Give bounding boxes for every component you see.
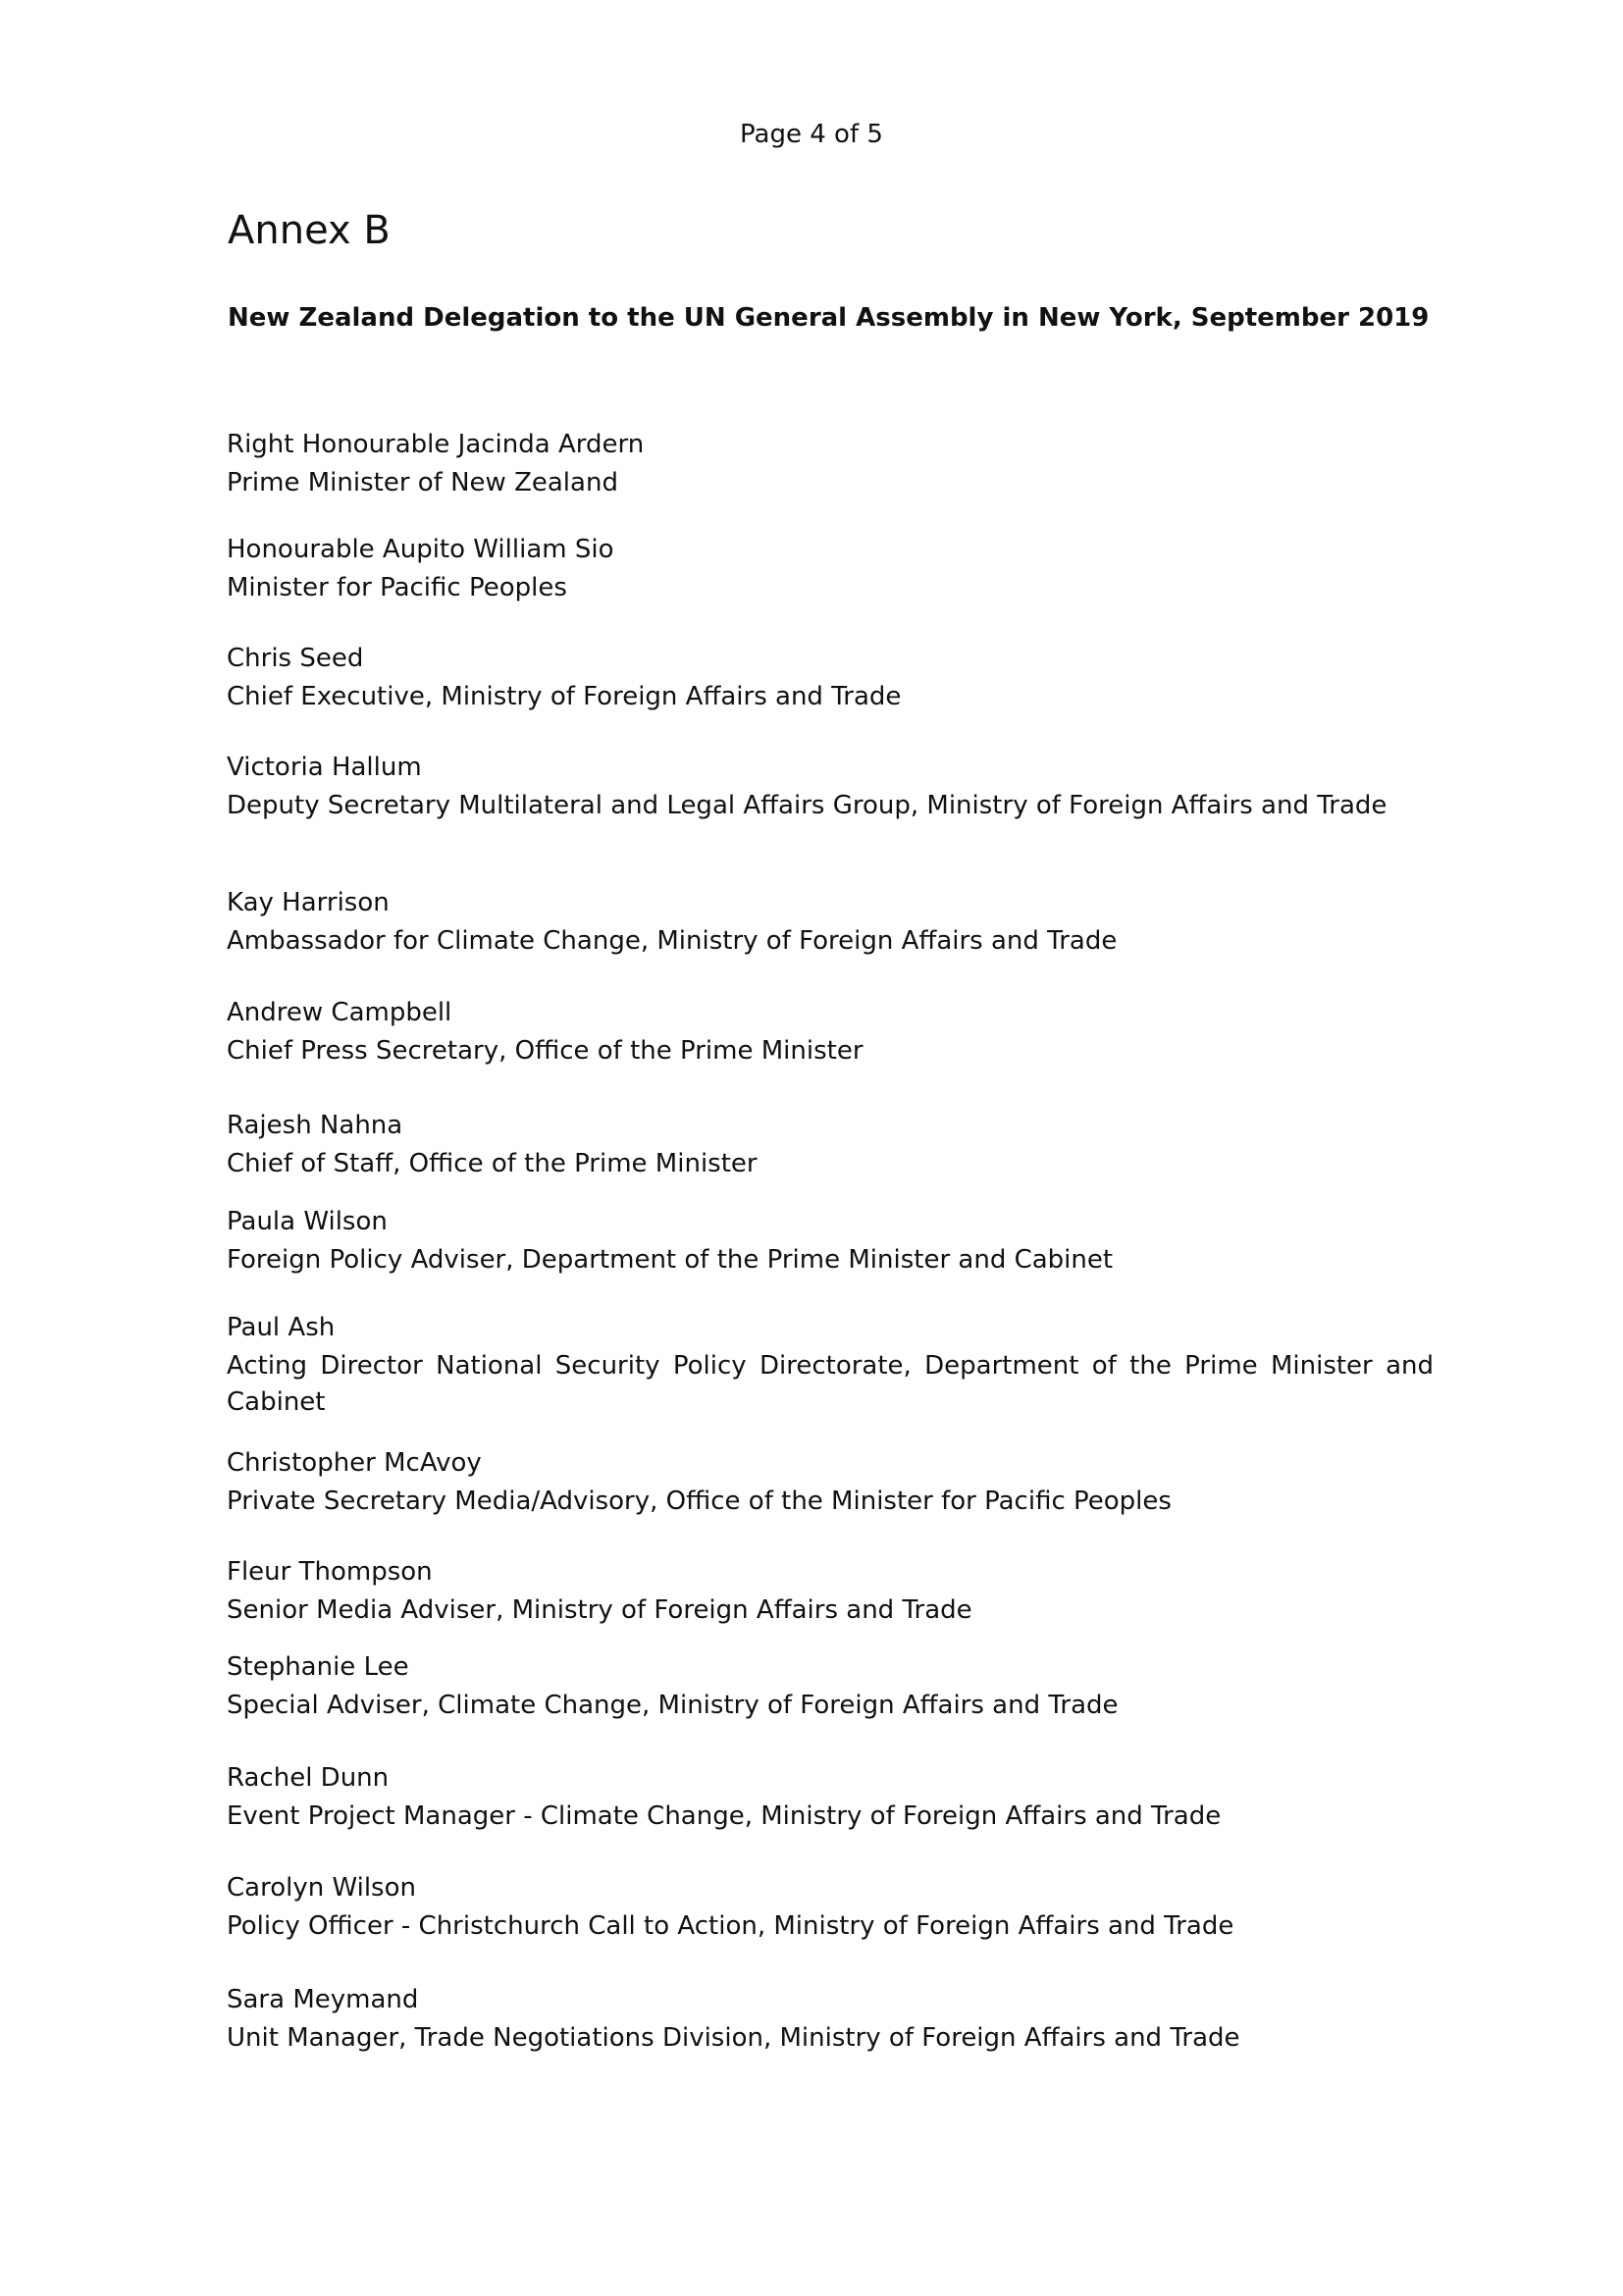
delegation-member — [227, 1442, 1434, 1520]
delegation-member — [227, 1646, 1434, 1724]
delegation-member — [227, 1867, 1434, 1945]
member-name: Kay Harrison — [227, 888, 390, 917]
member-role: Senior Media Adviser, Ministry of Foreign Affairs and Trade — [227, 1595, 972, 1625]
member-name: Paul Ash — [227, 1313, 336, 1342]
member-name: Rajesh Nahna — [227, 1111, 403, 1140]
delegation-title: New Zealand Delegation to the UN General Assembly in New York, September 2019 — [228, 303, 1430, 333]
page-number: Page 4 of 5 — [740, 120, 883, 149]
member-role: Foreign Policy Adviser, Department of the Prime Minister and Cabinet — [227, 1245, 1114, 1275]
delegation-member — [227, 747, 1434, 824]
member-role: Chief of Staff, Office of the Prime Minister — [227, 1149, 758, 1178]
delegation-member — [227, 1105, 1434, 1182]
member-role: Private Secretary Media/Advisory, Office of the Minister for Pacific Peoples — [227, 1487, 1172, 1516]
delegation-member — [227, 1201, 1434, 1278]
delegation-member — [227, 1307, 1434, 1421]
member-name: Sara Meymand — [227, 1985, 419, 2014]
member-name: Carolyn Wilson — [227, 1873, 416, 1903]
annex-heading: Annex B — [228, 208, 391, 253]
delegation-member — [227, 529, 1434, 606]
member-role: Chief Executive, Ministry of Foreign Affairs and Trade — [227, 682, 902, 711]
delegation-member — [227, 1551, 1434, 1629]
member-role: Acting Director National Security Policy Directorate, Department of the Prime Minister and Cabinet — [227, 1351, 1434, 1417]
member-name: Stephanie Lee — [227, 1652, 409, 1682]
member-role: Event Project Manager - Climate Change, Ministry of Foreign Affairs and Trade — [227, 1801, 1222, 1831]
delegation-member — [227, 1757, 1434, 1835]
member-role: Policy Officer - Christchurch Call to Action, Ministry of Foreign Affairs and Trade — [227, 1911, 1234, 1941]
delegation-member — [227, 992, 1434, 1070]
member-name: Rachel Dunn — [227, 1763, 390, 1793]
member-role: Special Adviser, Climate Change, Ministry of Foreign Affairs and Trade — [227, 1691, 1119, 1720]
member-role: Minister for Pacific Peoples — [227, 573, 567, 602]
delegation-member — [227, 638, 1434, 715]
member-name: Right Honourable Jacinda Ardern — [227, 430, 645, 459]
member-role: Unit Manager, Trade Negotiations Division, Ministry of Foreign Affairs and Trade — [227, 2023, 1240, 2053]
member-name: Chris Seed — [227, 644, 364, 673]
member-role: Prime Minister of New Zealand — [227, 468, 618, 497]
member-name: Victoria Hallum — [227, 753, 422, 782]
delegation-member — [227, 424, 1434, 501]
member-name: Paula Wilson — [227, 1207, 388, 1236]
member-name: Christopher McAvoy — [227, 1448, 482, 1478]
member-role: Deputy Secretary Multilateral and Legal Affairs Group, Ministry of Foreign Affairs and Trade — [227, 791, 1387, 820]
delegation-member — [227, 1979, 1434, 2057]
member-role: Chief Press Secretary, Office of the Prime Minister — [227, 1036, 864, 1066]
member-name: Andrew Campbell — [227, 998, 452, 1027]
delegation-member — [227, 882, 1434, 960]
member-name: Fleur Thompson — [227, 1557, 433, 1587]
member-role: Ambassador for Climate Change, Ministry of Foreign Affairs and Trade — [227, 926, 1118, 956]
member-name: Honourable Aupito William Sio — [227, 535, 614, 564]
